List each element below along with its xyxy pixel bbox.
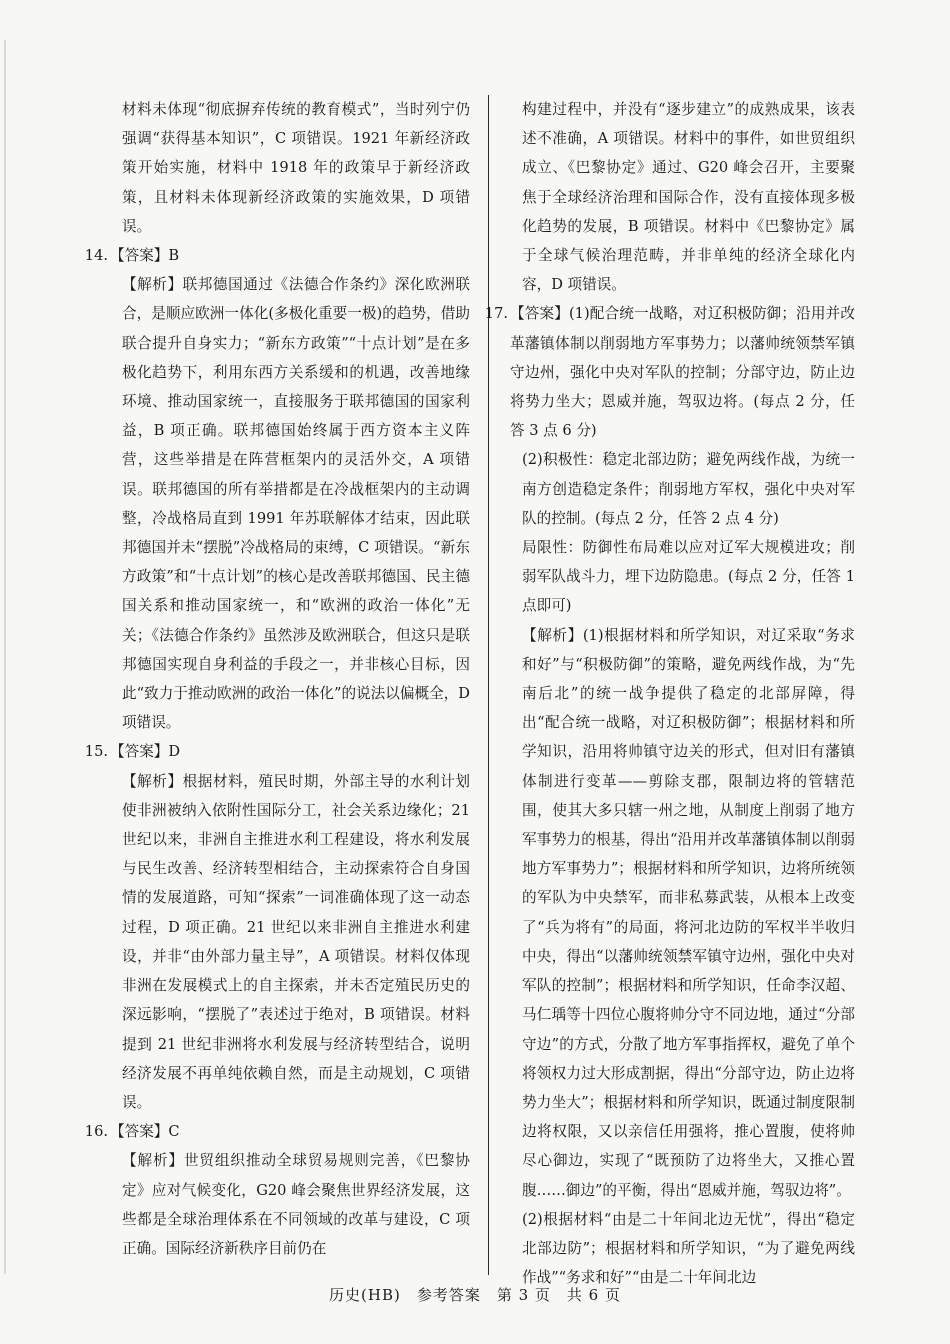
q17-answer-part1: 【答案】(1)配合统一战略，对辽积极防御；沿用并改革藩镇体制以削弱地方军事势力；以藩帅统领禁军镇守边州，强化中央对军队的控制；分部守边，防止边将势力坐大；恩威并施，驾驭边将。(每点 2 分，任答 3 点 6 分) xyxy=(510,305,855,440)
q17-block xyxy=(484,299,855,445)
q16-number: 16. xyxy=(84,1123,108,1141)
q14-block xyxy=(84,241,470,270)
q14-answer: 【答案】B xyxy=(110,247,180,265)
q17-number: 17. xyxy=(484,305,508,323)
q13-continuation: 材料未体现“彻底摒弃传统的教育模式”，当时列宁仍强调“获得基本知识”，C 项错误。1921 年新经济政策开始实施，材料中 1918 年的政策早于新经济政策，且材料未体现新经济政策的实施效果，D 项错误。 xyxy=(122,101,470,235)
q17-answer-part2: (2)积极性：稳定北部边防；避免两线作战，为统一南方创造稳定条件；削弱地方军权，强化中央对军队的控制。(每点 2 分，任答 2 点 4 分) xyxy=(522,451,855,527)
page-edge xyxy=(4,40,6,1274)
right-column xyxy=(484,95,855,1292)
q17-limitations: 局限性：防御性布局难以应对辽军大规模进攻；削弱军队战斗力，埋下边防隐患。(每点 2 分，任答 1 点即可) xyxy=(522,539,855,615)
q16-continuation: 构建过程中，并没有“逐步建立”的成熟成果，该表述不准确，A 项错误。材料中的事件，如世贸组织成立、《巴黎协定》通过、G20 峰会召开，主要聚焦于全球经济治理和国际合作，没有直接体现多极化趋势的发展，B 项错误。材料中《巴黎协定》属于全球气候治理范畴，并非单纯的经济全球化内容，D 项错误。 xyxy=(522,101,855,294)
q15-block xyxy=(84,737,470,766)
q16-analysis: 【解析】世贸组织推动全球贸易规则完善，《巴黎协定》应对气候变化，G20 峰会聚焦世界经济发展，这些都是全球治理体系在不同领域的改革与建设，C 项正确。国际经济新秩序目前仍在 xyxy=(122,1152,470,1257)
q17-analysis-part1: 【解析】(1)根据材料和所学知识，对辽采取“务求和好”与“积极防御”的策略，避免两线作战，为“先南后北”的统一战争提供了稳定的北部屏障，得出“配合统一战略，对辽积极防御”；根据材料和所学知识，沿用将帅镇守边关的形式，但对旧有藩镇体制进行变革——剪除支郡，限制边将的管辖范围，使其大多只辖一州之地，从制度上削弱了地方军事势力的根基，得出“沿用并改革藩镇体制以削弱地方军事势力”；根据材料和所学知识，边将所统领的军队为中央禁军，而非私募武装，从根本上改变了“兵为将有”的局面，将河北边防的军权半半收归中央，得出“以藩帅统领禁军镇守边州，强化中央对军队的控制”；根据材料和所学知识，任命李汉超、马仁瑀等十四位心腹将帅分守不同边地，通过“分部守边”的方式，分散了地方军事指挥权，避免了单个将领权力过大形成割据，得出“分部守边，防止边将势力坐大”；根据材料和所学知识，既通过制度限制边将权限，又以亲信任用强将，推心置腹，使将帅尽心御边，实现了“既预防了边将坐大，又推心置腹……御边”的平衡，得出“恩威并施，驾驭边将”。 xyxy=(522,626,855,1199)
q14-analysis: 【解析】联邦德国通过《法德合作条约》深化欧洲联合，是顺应欧洲一体化(多极化重要一极)的趋势，借助联合提升自身实力；“新东方政策”“十点计划”是在多极化趋势下，利用东西方关系缓和的机遇，改善地缘环境、推动国家统一，直接服务于联邦德国的国家利益，B 项正确。联邦德国始终属于西方资本主义阵营，这些举措是在阵营框架内的灵活外交，A 项错误。联邦德国的所有举措都是在冷战框架内的主动调整，冷战格局直到 1991 年苏联解体才结束，因此联邦德国并未“摆脱”冷战格局的束缚，C 项错误。“新东方政策”和“十点计划”的核心是改善联邦德国、民主德国关系和推动国家统一，和“欧洲的政治一体化”无关；《法德合作条约》虽然涉及欧洲联合，但这只是联邦德国实现自身利益的手段之一，并非核心目标，因此“致力于推动欧洲的政治一体化”的说法以偏概全，D 项错误。 xyxy=(122,276,470,732)
q15-number: 15. xyxy=(84,743,108,761)
q15-answer: 【答案】D xyxy=(110,743,181,761)
page-footer: 历史(HB) 参考答案 第 3 页 共 6 页 xyxy=(329,1286,621,1304)
q14-number: 14. xyxy=(84,247,108,265)
left-column xyxy=(84,95,470,1263)
q17-analysis-part2: (2)根据材料“由是二十年间北边无忧”，得出“稳定北部边防”；根据材料和所学知识，“为了避免两线作战”“务求和好”“由是二十年间北边 xyxy=(522,1210,855,1287)
q15-analysis: 【解析】根据材料，殖民时期，外部主导的水利计划使非洲被纳入依附性国际分工，社会关系边缘化；21 世纪以来，非洲自主推进水利工程建设，将水利发展与民生改善、经济转型相结合，主动探索符合自身国情的发展道路，可知“探索”一词准确体现了这一动态过程，D 项正确。21 世纪以来非洲自主推进水利建设，并非“由外部力量主导”，A 项错误。材料仅体现非洲在发展模式上的自主探索，并未否定殖民历史的深远影响，“摆脱了”表述过于绝对，B 项错误。材料提到 21 世纪非洲将水利发展与经济转型结合，说明经济发展不再单纯依赖自然，而是主动规划，C 项错误。 xyxy=(122,772,470,1111)
q16-block xyxy=(84,1117,470,1146)
column-divider xyxy=(488,95,489,1275)
q16-answer: 【答案】C xyxy=(110,1123,180,1141)
